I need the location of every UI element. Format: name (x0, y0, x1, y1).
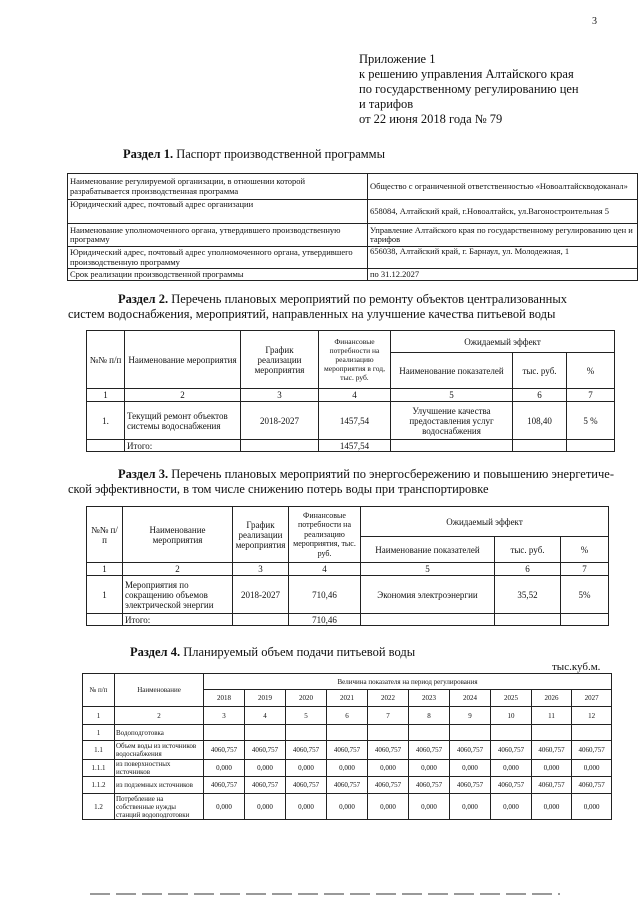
appendix-line: к решению управления Алтайского края (359, 67, 574, 81)
column-number: 7 (368, 707, 409, 725)
row-value: 4060,757 (450, 777, 491, 794)
row-percent: 5 % (567, 402, 615, 440)
row-value (327, 725, 368, 741)
row-name: из подземных источников (115, 777, 204, 794)
row-value: 0,000 (204, 760, 245, 777)
table-row (68, 224, 638, 247)
table-row (68, 200, 638, 224)
header-year: 2020 (286, 690, 327, 707)
header-year: 2027 (572, 690, 612, 707)
section2-label: Раздел 2. (118, 292, 169, 306)
header-rub: тыс. руб. (495, 537, 561, 563)
header-year: 2018 (204, 690, 245, 707)
row-value (409, 725, 450, 741)
header-finance: Финансовые потребности на реализацию мероприятия, тыс. руб. (289, 507, 361, 563)
row-rub: 35,52 (495, 576, 561, 614)
row-finance: 710,46 (289, 576, 361, 614)
column-number: 6 (495, 563, 561, 576)
section4-title-text: Планируемый объем подачи питьевой воды (180, 645, 416, 659)
column-number: 5 (361, 563, 495, 576)
row-value: 4060,757 (532, 777, 572, 794)
column-number: 3 (204, 707, 245, 725)
passport-key: Юридический адрес, почтовый адрес организации (68, 200, 368, 224)
column-number: 2 (115, 707, 204, 725)
column-number: 7 (561, 563, 609, 576)
passport-value: Управление Алтайского края по государственному регулированию цен и тарифов (368, 224, 638, 247)
row-name: Водоподготовка (115, 725, 204, 741)
total-row (87, 614, 609, 626)
row-rub: 108,40 (513, 402, 567, 440)
header-percent: % (567, 353, 615, 389)
header-year: 2022 (368, 690, 409, 707)
row-value: 4060,757 (245, 741, 286, 760)
row-value: 0,000 (368, 794, 409, 820)
header-finance: Финансовые потребности на реализацию мероприятия в год, тыс. руб. (319, 331, 391, 389)
section4-body (83, 725, 612, 820)
row-name: Текущий ремонт объектов системы водоснабжения (125, 402, 241, 440)
row-value (491, 725, 532, 741)
section1-title-text: Паспорт производственной программы (173, 147, 385, 161)
passport-key: Наименование регулируемой организации, в отношении которой разрабатывается производственная программа (68, 174, 368, 200)
column-number: 4 (245, 707, 286, 725)
column-number: 6 (327, 707, 368, 725)
table-row (83, 725, 612, 741)
row-value (245, 725, 286, 741)
row-num: 1.1 (83, 741, 115, 760)
header-name: Наименование мероприятия (123, 507, 233, 563)
row-value: 4060,757 (368, 777, 409, 794)
row-value: 0,000 (286, 794, 327, 820)
appendix-line: Приложение 1 (359, 52, 436, 66)
row-name: Объем воды из источников водоснабжения (115, 741, 204, 760)
row-value: 0,000 (327, 760, 368, 777)
row-value: 4060,757 (327, 777, 368, 794)
row-schedule: 2018-2027 (233, 576, 289, 614)
passport-value: 658084, Алтайский край, г.Новоалтайск, ул.Вагоностроительная 5 (368, 200, 638, 224)
passport-key: Наименование уполномоченного органа, утвердившего производственную программу (68, 224, 368, 247)
appendix-line: и тарифов (359, 97, 414, 111)
column-number-row (87, 563, 609, 576)
column-number: 1 (83, 707, 115, 725)
row-value (450, 725, 491, 741)
header-num: №№ п/п (87, 331, 125, 389)
column-number: 3 (241, 389, 319, 402)
footer-rule (90, 893, 560, 895)
row-value: 4060,757 (572, 741, 612, 760)
column-number: 1 (87, 389, 125, 402)
header-effect: Ожидаемый эффект (361, 507, 609, 537)
row-value: 4060,757 (532, 741, 572, 760)
header-effect: Ожидаемый эффект (391, 331, 615, 353)
column-number: 5 (391, 389, 513, 402)
table-row (87, 402, 615, 440)
row-value: 4060,757 (491, 741, 532, 760)
section3-table (86, 506, 609, 626)
row-name: Мероприятия по сокращению объемов электрической энергии (123, 576, 233, 614)
row-schedule: 2018-2027 (241, 402, 319, 440)
header-year: 2019 (245, 690, 286, 707)
table-row (83, 760, 612, 777)
row-value: 0,000 (491, 794, 532, 820)
header-indicator: Наименование показателей (361, 537, 495, 563)
section1-passport-table (67, 173, 638, 281)
row-num: 1 (83, 725, 115, 741)
column-number: 12 (572, 707, 612, 725)
column-number: 9 (450, 707, 491, 725)
row-name: Потребление на собственные нужды станций водоподготовки (115, 794, 204, 820)
appendix-header (359, 52, 629, 127)
row-value: 0,000 (286, 760, 327, 777)
row-value: 4060,757 (286, 741, 327, 760)
row-value (286, 725, 327, 741)
row-value: 0,000 (491, 760, 532, 777)
row-value: 0,000 (409, 794, 450, 820)
row-value: 4060,757 (450, 741, 491, 760)
section2-table (86, 330, 615, 452)
row-num: 1 (87, 576, 123, 614)
header-name: Наименование мероприятия (125, 331, 241, 389)
passport-key: Срок реализации производственной программы (68, 269, 368, 281)
row-value: 4060,757 (327, 741, 368, 760)
row-value (572, 725, 612, 741)
section1-label: Раздел 1. (123, 147, 174, 161)
section4-label: Раздел 4. (130, 645, 181, 659)
header-group: Величина показателя на период регулирования (204, 674, 612, 690)
row-num: 1.1.1 (83, 760, 115, 777)
row-value: 4060,757 (286, 777, 327, 794)
header-year: 2021 (327, 690, 368, 707)
passport-value: по 31.12.2027 (368, 269, 638, 281)
row-percent: 5% (561, 576, 609, 614)
column-number: 6 (513, 389, 567, 402)
column-number-row (83, 707, 612, 725)
row-value (532, 725, 572, 741)
column-number-row (87, 389, 615, 402)
total-label: Итого: (123, 614, 233, 626)
row-num: 1.2 (83, 794, 115, 820)
section3-title-line1: Перечень плановых мероприятий по энергосбережению и повышению энергетиче- (168, 467, 614, 481)
column-number: 3 (233, 563, 289, 576)
column-number: 1 (87, 563, 123, 576)
section2-title-line1: Перечень плановых мероприятий по ремонту объектов централизованных (168, 292, 567, 306)
row-value: 0,000 (204, 794, 245, 820)
row-value (204, 725, 245, 741)
appendix-line: по государственному регулированию цен (359, 82, 579, 96)
section3-title (68, 467, 636, 497)
row-num: 1.1.2 (83, 777, 115, 794)
column-number: 4 (289, 563, 361, 576)
table-row (83, 777, 612, 794)
header-year: 2025 (491, 690, 532, 707)
header-schedule: График реализации мероприятия (233, 507, 289, 563)
row-value: 0,000 (368, 760, 409, 777)
passport-key: Юридический адрес, почтовый адрес уполномоченного органа, утвердившего производственную программу (68, 247, 368, 269)
column-number: 5 (286, 707, 327, 725)
row-value: 4060,757 (245, 777, 286, 794)
header-year: 2026 (532, 690, 572, 707)
row-indicator: Экономия электроэнергии (361, 576, 495, 614)
header-year: 2024 (450, 690, 491, 707)
total-value: 710,46 (289, 614, 361, 626)
column-number: 10 (491, 707, 532, 725)
table-row (68, 269, 638, 281)
section2-title (68, 292, 636, 322)
row-value: 4060,757 (491, 777, 532, 794)
row-value: 0,000 (409, 760, 450, 777)
page-number: 3 (592, 16, 597, 27)
section4-table (82, 673, 612, 820)
row-value: 0,000 (245, 760, 286, 777)
header-year: 2023 (409, 690, 450, 707)
table-row (87, 576, 609, 614)
column-number: 11 (532, 707, 572, 725)
row-value: 4060,757 (368, 741, 409, 760)
passport-value: Общество с ограниченной ответственностью «Новоалтайскводоканал» (368, 174, 638, 200)
row-value: 4060,757 (204, 741, 245, 760)
row-value: 0,000 (245, 794, 286, 820)
row-name: из поверхностных источников (115, 760, 204, 777)
header-num: №№ п/п (87, 507, 123, 563)
row-value: 0,000 (450, 794, 491, 820)
header-rub: тыс. руб. (513, 353, 567, 389)
row-value (368, 725, 409, 741)
row-value: 0,000 (572, 760, 612, 777)
row-value: 0,000 (327, 794, 368, 820)
row-value: 4060,757 (204, 777, 245, 794)
row-value: 4060,757 (572, 777, 612, 794)
section2-title-line2: систем водоснабжения, мероприятий, направленных на улучшение качества питьевой воды (68, 307, 556, 321)
column-number: 2 (123, 563, 233, 576)
table-row (83, 794, 612, 820)
section4-unit: тыс.куб.м. (552, 661, 601, 673)
section3-title-line2: ской эффективности, в том числе снижению потерь воды при транспортировке (68, 482, 489, 496)
row-value: 4060,757 (409, 741, 450, 760)
header-percent: % (561, 537, 609, 563)
row-value: 4060,757 (409, 777, 450, 794)
column-number: 8 (409, 707, 450, 725)
total-value: 1457,54 (319, 440, 391, 452)
passport-value: 656038, Алтайский край, г. Барнаул, ул. Молодежная, 1 (368, 247, 638, 269)
header-name: Наименование (115, 674, 204, 707)
column-number: 4 (319, 389, 391, 402)
row-indicator: Улучшение качества предоставления услуг водоснабжения (391, 402, 513, 440)
table-row (68, 247, 638, 269)
section3-label: Раздел 3. (118, 467, 169, 481)
total-row (87, 440, 615, 452)
header-num: № п/п (83, 674, 115, 707)
row-value: 0,000 (532, 794, 572, 820)
row-value: 0,000 (572, 794, 612, 820)
column-number: 7 (567, 389, 615, 402)
appendix-line: от 22 июня 2018 года № 79 (359, 112, 503, 126)
header-schedule: График реализации мероприятия (241, 331, 319, 389)
row-finance: 1457,54 (319, 402, 391, 440)
table-row (68, 174, 638, 200)
row-value: 0,000 (532, 760, 572, 777)
row-value: 0,000 (450, 760, 491, 777)
total-label: Итого: (125, 440, 241, 452)
header-indicator: Наименование показателей (391, 353, 513, 389)
section1-title (123, 147, 385, 162)
section4-title (130, 645, 415, 660)
table-row (83, 741, 612, 760)
column-number: 2 (125, 389, 241, 402)
row-num: 1. (87, 402, 125, 440)
